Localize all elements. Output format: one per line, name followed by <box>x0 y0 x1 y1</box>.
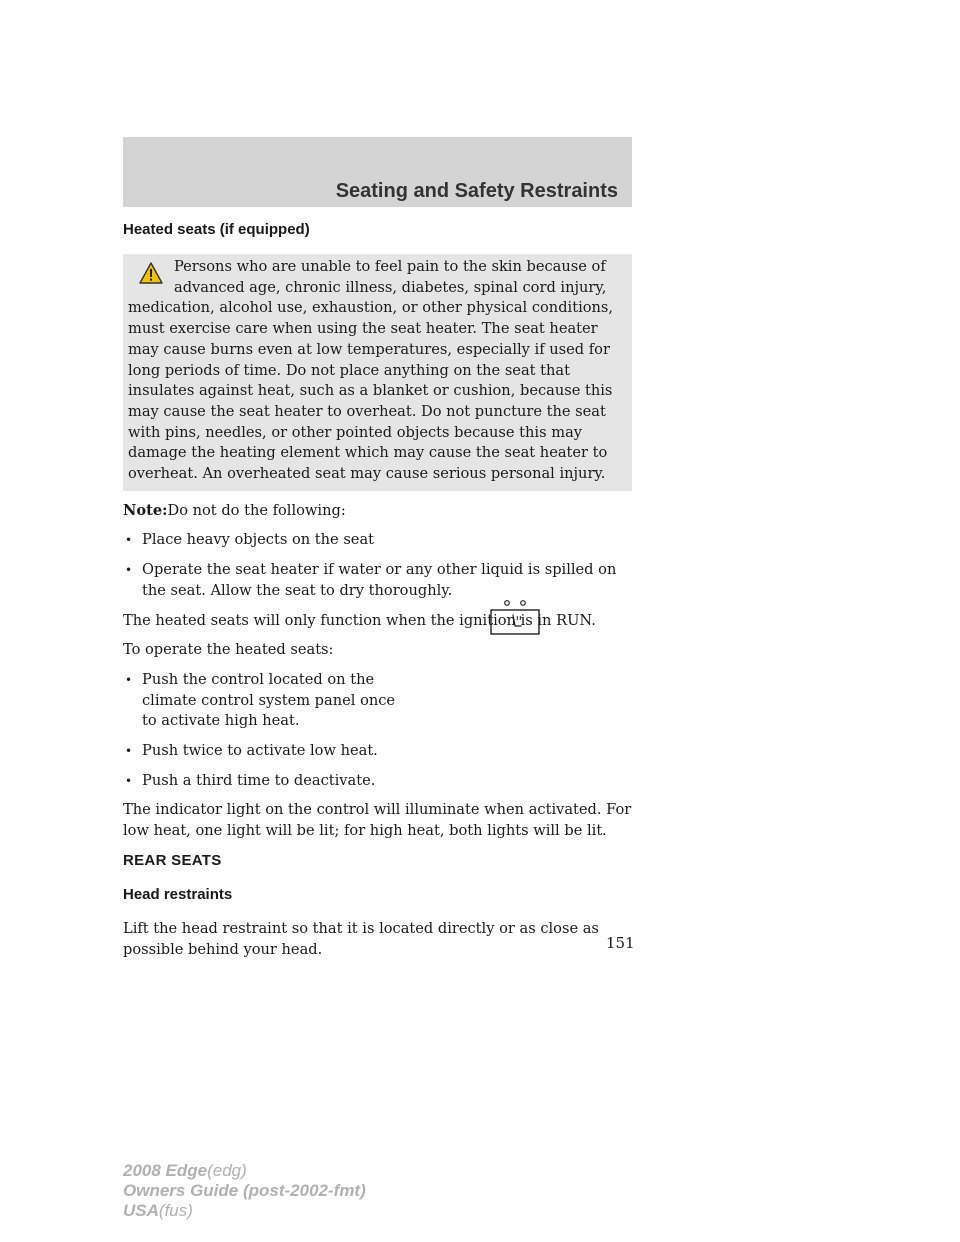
ignition-paragraph: The heated seats will only function when the ignition is in RUN. <box>123 611 596 629</box>
warning-triangle-icon <box>139 262 163 284</box>
list-item: • Place heavy objects on the seat <box>125 531 375 549</box>
note-paragraph <box>123 501 632 522</box>
header-band <box>123 137 632 207</box>
note-label: Note: <box>123 501 168 519</box>
warning-text: Persons who are unable to feel pain to the skin because of advanced age, chronic illness, diabetes, spinal cord injury, medication, alcohol use, exhaustion, or other physical conditions, must exercise care when using the seat heater. The seat heater may cause burns even at low temperatures, especially if used for long periods of time. Do not place anything on the seat that insulates against heat, such as a blanket or cushion, because this may cause the seat heater to overheat. Do not puncture the seat with pins, needles, or other pointed objects because this may damage the heating element which may cause the seat heater to overheat. An overheated seat may cause serious personal injury. <box>128 258 614 483</box>
operate-intro: To operate the heated seats: <box>123 641 334 659</box>
list-item: • Operate the seat heater if water or any other liquid is spilled on the seat. Allow the seat to dry thoroughly. <box>125 561 617 599</box>
head-restraints-paragraph: Lift the head restraint so that it is located directly or as close as possible behind your head. <box>123 919 599 958</box>
list-item: • Push a third time to deactivate. <box>125 771 376 789</box>
heated-seat-control-icon <box>490 599 540 635</box>
section-title: Seating and Safety Restraints <box>335 180 618 202</box>
list-item: • Push the control located on the climate control system panel once to activate high heat. <box>125 670 396 730</box>
note-bullet-list <box>123 530 632 601</box>
indicator-paragraph: The indicator light on the control will illuminate when activated. For low heat, one light will be lit; for high heat, both lights will be lit. <box>123 801 632 840</box>
list-item: • Push twice to activate low heat. <box>125 742 378 760</box>
page-number: 151 <box>606 934 635 952</box>
footer: 2008 Edge(edg) Owners Guide (post-2002-fmt) USA(fus) <box>123 1161 366 1220</box>
heated-seats-heading: Heated seats (if equipped) <box>123 221 310 238</box>
rear-seats-heading: REAR SEATS <box>123 851 222 869</box>
head-restraints-heading: Head restraints <box>123 885 233 903</box>
page-content <box>123 220 632 969</box>
note-text: Do not do the following: <box>167 501 346 519</box>
operate-bullet-list <box>123 670 632 792</box>
warning-box <box>123 254 632 491</box>
